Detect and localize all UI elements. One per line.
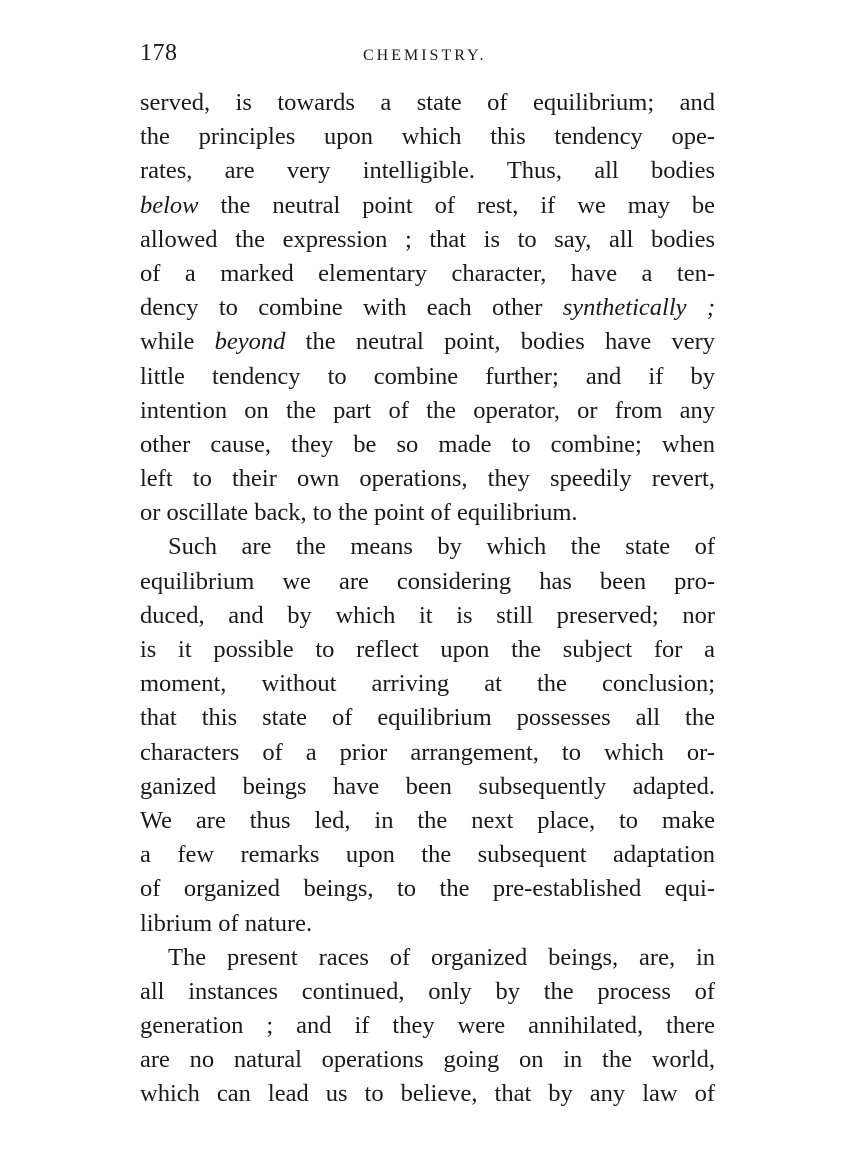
body-text bbox=[140, 86, 715, 1112]
text-line: of organized beings, to the pre-established equi- bbox=[140, 875, 715, 903]
text-fragment: the neutral point, bodies have very bbox=[285, 328, 715, 356]
text-line: librium of nature. bbox=[140, 909, 313, 937]
text-line: all instances continued, only by the process of bbox=[140, 977, 715, 1005]
text-line: moment, without arriving at the conclusion; bbox=[140, 670, 715, 698]
text-line: equilibrium we are considering has been pro- bbox=[140, 567, 715, 595]
text-line: or oscillate back, to the point of equilibrium. bbox=[140, 499, 578, 527]
text-fragment: the neutral point of rest, if we may be bbox=[198, 191, 715, 219]
text-line: a few remarks upon the subsequent adaptation bbox=[140, 841, 715, 869]
text-line: allowed the expression ; that is to say, all bodies bbox=[140, 225, 715, 253]
text-line: the principles upon which this tendency ope- bbox=[140, 123, 715, 151]
text-line: little tendency to combine further; and if by bbox=[140, 362, 715, 390]
text-line: duced, and by which it is still preserved; nor bbox=[140, 601, 715, 629]
text-line: ganized beings have been subsequently adapted. bbox=[140, 772, 715, 800]
text-line bbox=[140, 189, 715, 223]
italic-word: beyond bbox=[214, 328, 286, 356]
text-line: We are thus led, in the next place, to make bbox=[140, 806, 715, 834]
text-line: left to their own operations, they speedily revert, bbox=[140, 465, 715, 493]
text-line: is it possible to reflect upon the subject for a bbox=[140, 636, 715, 663]
text-line: rates, are very intelligible. Thus, all bodies bbox=[140, 157, 715, 185]
text-fragment: dency to combine with each other bbox=[140, 294, 563, 322]
text-line: are no natural operations going on in the world, bbox=[140, 1046, 715, 1074]
text-line: The present races of organized beings, are, in bbox=[168, 943, 715, 971]
text-line: that this state of equilibrium possesses all the bbox=[140, 704, 715, 732]
page-header bbox=[140, 40, 720, 80]
text-line: characters of a prior arrangement, to which or- bbox=[140, 738, 715, 766]
italic-word: below bbox=[140, 191, 199, 219]
page-number: 178 bbox=[140, 40, 178, 66]
text-fragment: while bbox=[140, 328, 215, 356]
text-line: Such are the means by which the state of bbox=[168, 533, 715, 561]
running-head: CHEMISTRY. bbox=[363, 47, 487, 64]
text-line bbox=[140, 291, 715, 325]
text-line: of a marked elementary character, have a ten- bbox=[140, 259, 715, 287]
italic-word: synthetically ; bbox=[562, 294, 715, 322]
text-line bbox=[140, 325, 715, 359]
text-line: intention on the part of the operator, or from any bbox=[140, 396, 715, 424]
text-line: other cause, they be so made to combine; when bbox=[140, 430, 715, 458]
text-line: generation ; and if they were annihilated, there bbox=[140, 1012, 715, 1040]
text-line: served, is towards a state of equilibrium; and bbox=[140, 89, 715, 116]
text-line: which can lead us to believe, that by any law of bbox=[140, 1080, 715, 1108]
